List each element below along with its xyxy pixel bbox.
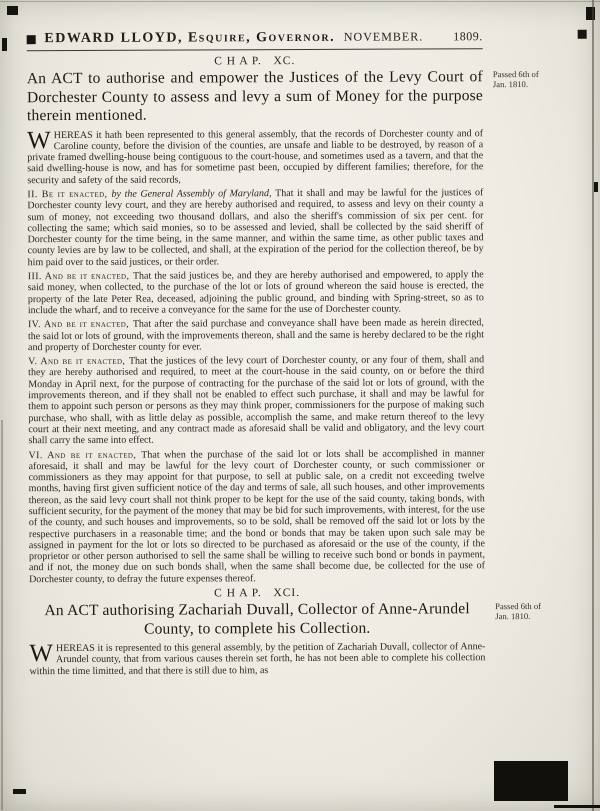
chapter-heading-xc: C H A P. XC. xyxy=(214,55,296,68)
margin-note-passed-xc xyxy=(493,69,589,89)
section-v-paragraph xyxy=(28,354,484,446)
margin-note-passed-xci xyxy=(495,601,591,621)
section-lead: V. And be it enacted, xyxy=(28,355,129,368)
act-title-row-xci xyxy=(29,600,542,639)
header-year: 1809. xyxy=(453,29,483,44)
margin-note-line: Passed 6th of xyxy=(495,601,542,612)
header-month: NOVEMBER. xyxy=(343,29,424,44)
paragraph-text: That after the said purchase and conveyance shall have been made as herein directed, the said lot or lots of ground, with the improvements thereon, shall and the same is hereby declared to be the right and property of Dorchester county for ever. xyxy=(27,317,485,354)
paragraph-text: HEREAS it hath been represented to this general assembly, that the records of Dorchester county and of Caroline county, before the division of the counties, are unsafe and liable to be destroyed, by reason of a private framed dwelling-house being contiguous to the court-house, and sometimes used as a tavern, and that the said dwelling-house is now, and has for sometime past been, occupied by different families; therefore, for the security and safety of the said records, xyxy=(27,127,484,186)
section-lead: IV. And be it enacted, xyxy=(27,318,133,331)
section-ii-paragraph xyxy=(27,187,483,268)
section-lead: III. And be it enacted, xyxy=(27,270,133,283)
margin-note-line: Jan. 1810. xyxy=(492,79,529,90)
act-title-xc: An ACT to authorise and empower the Justices of the Levy Court of Dorchester County to assess and levy a sum of Money for the purpose therein mentioned. xyxy=(26,68,483,125)
scan-mark-bottom-left xyxy=(13,789,26,794)
paragraph-text: That it shall and may be lawful for the justices of Dorchester county levy court, and they are hereby authorised and required, to assess and levy on their county a sum of money, not exceeding two thousand dollars, and also the sheriff's commission of six per cent. for collecting the same; which said monies, so to be assessed and levied, shall be collected by the said sheriff of Dorchester county for the time being, in the same manner, and within the same time, as other public taxes and county levies are by law to be collected, and shall, at the expiration of the period for the collection thereof, be by him paid over to the said justices, or their order. xyxy=(27,187,484,268)
whereas-paragraph-xc xyxy=(27,128,483,186)
chapter-heading-xci: C H A P. XCI. xyxy=(214,587,301,600)
whereas-paragraph-xci xyxy=(29,641,485,677)
printers-mark-left-icon xyxy=(27,35,36,44)
page-header xyxy=(27,29,483,47)
section-vi-paragraph xyxy=(28,448,485,586)
printers-mark-right-icon xyxy=(578,30,587,39)
act-title-row-xc xyxy=(26,68,539,125)
act-title-xci: An ACT authorising Zachariah Duvall, Collector of Anne-Arundel County, to complete his Collection. xyxy=(44,600,470,638)
paragraph-text: That the justices of the levy court of Dorchester county, or any four of them, shall and they are hereby authorised and required, to meet at the court-house in the said county, on or before the third Monday in April next, for the purpose of contracting for the purchase of the said lot or lots of ground, with the improvements thereon, and if they shall not be enabled to effect such purchase, it shall and may be lawful for them to appoint such person or persons as they may think proper, commissioners for the purpose of making such purchase, who shall, with as little delay as possible, accomplish the same, and make return thereof to the levy court at their next meeting, and any contract made as aforesaid shall be valid and obligatory, and the levy court shall carry the same into effect. xyxy=(28,354,485,447)
governor-running-head: EDWARD LLOYD, Esquire, Governor. xyxy=(44,29,336,47)
scan-blackout-bottom-right xyxy=(494,761,568,801)
paragraph-text: HEREAS it is represented to this general assembly, by the petition of Zachariah Duvall, collector of Anne-Arundel county, that from various causes therein set forth, he has not been able to complete his collection within the time limitted, and that there is still due to him, as xyxy=(29,641,486,677)
section-iii-paragraph xyxy=(28,269,484,316)
margin-note-line: Jan. 1810. xyxy=(495,611,531,622)
assembly-clause-italic: by the General Assembly of Maryland, xyxy=(111,188,276,200)
section-iv-paragraph xyxy=(28,317,484,353)
scan-mark-bottom-right-line xyxy=(554,805,600,808)
section-lead: II. Be it enacted, xyxy=(27,188,112,201)
header-rule xyxy=(27,48,483,51)
paragraph-text: That the said justices be, and they are hereby authorised and empowered, to apply the said money, when collected, to the purchase of the lot or lots of ground whereon the said house is erected, the property of the late Peter Rea, deceased, adjoining the public ground, and binding with Spring-street, so as to include the wharf, and to receive a conveyance for the same for the use of Dorchester county. xyxy=(27,269,484,317)
header-date xyxy=(344,29,483,45)
dropcap-letter: W xyxy=(29,640,54,668)
margin-note-line: Passed 6th of xyxy=(492,68,539,80)
paragraph-text: That when the purchase of the said lot or lots shall be accomplished in manner aforesaid, it shall and may be lawful for the levy court of Dorchester county, or such commissioner or commissioners as they may appoint for that purpose, to sell at public sale, on a credit not exceeding twelve months, having first given sufficient notice of the day and terms of sale, all such houses, and other improvements thereon, as the said levy court shall not think proper to be kept for the use of the said county, taking bonds, with sufficient security, for the payment of the money that may be bid for such improvements, with interest, for the use of the county, and such houses and improvements, so to be sold, shall be removed off the said lot or lots by the respective purchasers in a reasonable time; and the bond or bonds that may be taken upon such sale may be assigned in payment for the lot or lots so directed to be purchased as aforesaid or the use of the county, if the proprietor or other person authorised to sell the same shall be willing to receive such bond or bonds in payment, and if not, the money due on such bonds shall, when the same shall become due, be collected for the use of Dorchester county, to defray the future expenses thereof. xyxy=(28,447,486,585)
dropcap-letter: W xyxy=(27,126,51,154)
section-lead: VI. And be it enacted, xyxy=(28,449,142,461)
